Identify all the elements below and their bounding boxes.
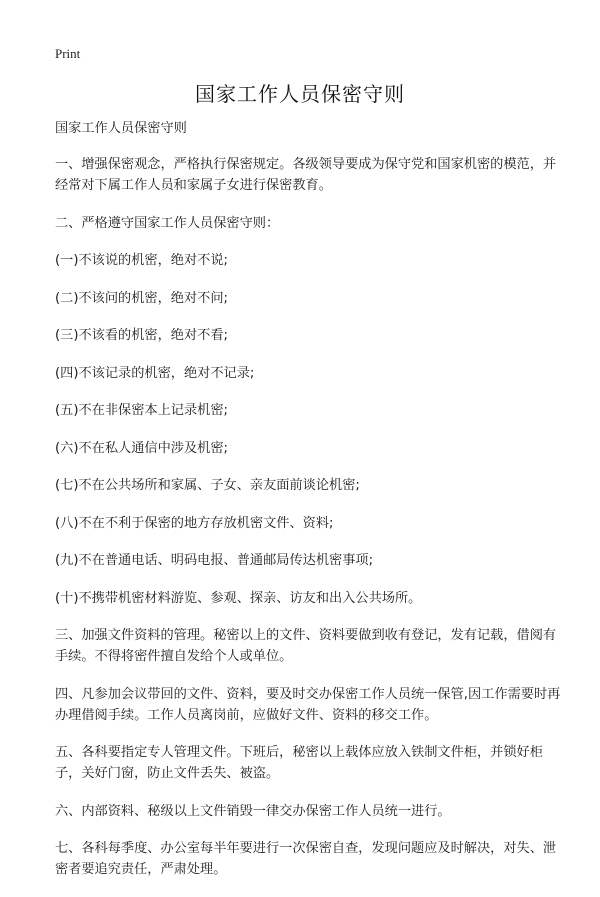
- rule-item-4: (四)不该记录的机密，绝对不记录;: [55, 365, 255, 381]
- rule-item-3: (三)不该看的机密，绝对不看;: [55, 328, 228, 343]
- paragraph-6: 六、内部资料、秘级以上文件销毁一律交办保密工作人员统一进行。: [55, 803, 451, 819]
- paragraph-1: 一、增强保密观念，严格执行保密规定。各级领导要成为保守党和国家机密的模范，并经常对下属工作人员和家属子女进行保密教育。: [55, 157, 557, 193]
- rule-item-1: (一)不该说的机密，绝对不说;: [55, 253, 228, 268]
- rule-item-8: (八)不在不利于保密的地方存放机密文件、资料;: [55, 515, 334, 531]
- paragraph-5: 五、各科要指定专人管理文件。下班后，秘密以上载体应放入铁制文件柜，并锁好柜子，关好门窗，防止文件丢失、被盗。: [55, 745, 543, 781]
- paragraph-7: 七、各科每季度、办公室每半年要进行一次保密自查，发现问题应及时解决，对失、泄密者要追究责任，严肃处理。: [55, 841, 557, 877]
- document-body: [55, 118, 563, 897]
- page-title: 国家工作人员保密守则: [195, 82, 405, 106]
- rule-item-6: (六)不在私人通信中涉及机密;: [55, 440, 228, 456]
- paragraph-4: 四、凡参加会议带回的文件、资料，要及时交办保密工作人员统一保管,因工作需要时再办理借阅手续。工作人员离岗前，应做好文件、资料的移交工作。: [55, 686, 561, 723]
- paragraph-subtitle: 国家工作人员保密守则: [55, 121, 187, 136]
- rule-item-2: (二)不该问的机密，绝对不问;: [55, 290, 228, 306]
- print-link[interactable]: Print: [55, 46, 81, 61]
- rule-item-10: (十)不携带机密材料游览、参观、探亲、访友和出入公共场所。: [55, 590, 422, 606]
- paragraph-2: 二、严格遵守国家工作人员保密守则：: [55, 215, 280, 231]
- paragraph-3: 三、加强文件资料的管理。秘密以上的文件、资料要做到收有登记，发有记载，借阅有手续。不得将密件擅自发给个人或单位。: [55, 628, 557, 664]
- rule-item-5: (五)不在非保密本上记录机密;: [55, 403, 228, 418]
- rule-item-7: (七)不在公共场所和家属、子女、亲友面前谈论机密;: [55, 478, 360, 493]
- rule-item-9: (九)不在普通电话、明码电报、普通邮局传达机密事项;: [55, 553, 374, 568]
